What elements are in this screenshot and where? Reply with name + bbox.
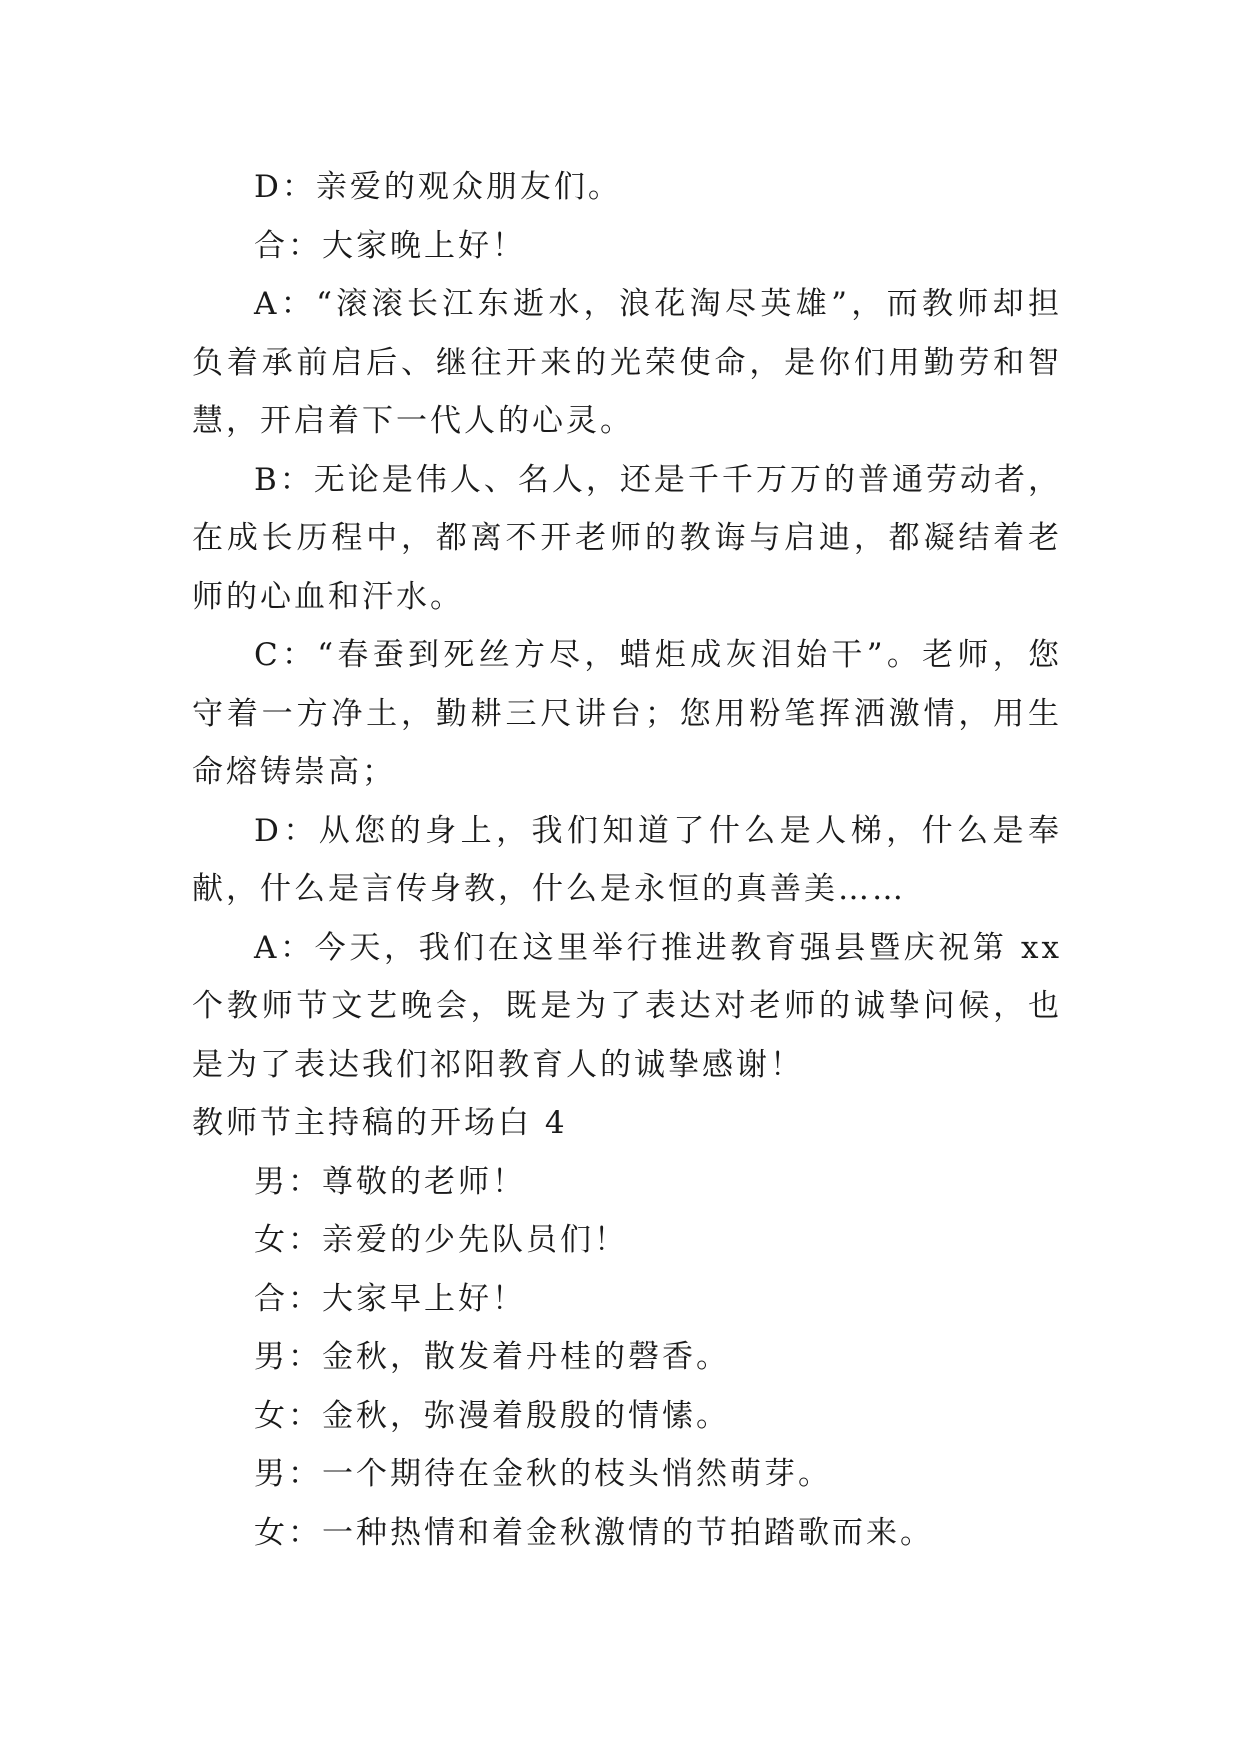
- paragraph: 女：金秋，弥漫着殷殷的情愫。: [254, 1397, 730, 1434]
- paragraph: C：“春蚕到死丝方尽，蜡炬成灰泪始干”。老师，您守着一方净土，勤耕三尺讲台；您用粉笔挥洒激情，用生命熔铸崇高；: [192, 637, 1062, 790]
- paragraph: B：无论是伟人、名人，还是千千万万的普通劳动者，在成长历程中，都离不开老师的教诲与启迪，都凝结着老师的心血和汗水。: [192, 461, 1062, 615]
- paragraph: 女：一种热情和着金秋激情的节拍踏歌而来。: [254, 1514, 934, 1551]
- paragraph: 合：大家早上好！: [254, 1280, 526, 1317]
- paragraph: 男：金秋，散发着丹桂的磬香。: [254, 1339, 730, 1375]
- paragraph: 男：尊敬的老师！: [254, 1163, 526, 1200]
- section-heading: 教师节主持稿的开场白 4: [192, 1105, 568, 1141]
- paragraph: 合：大家晚上好！: [254, 227, 526, 264]
- paragraph: 女：亲爱的少先队员们！: [254, 1222, 628, 1258]
- paragraph: D：从您的身上，我们知道了什么是人梯，什么是奉献，什么是言传身教，什么是永恒的真善美……: [192, 812, 1062, 907]
- paragraph: A：“滚滚长江东逝水，浪花淘尽英雄”，而教师却担负着承前启后、继往开来的光荣使命，是你们用勤劳和智慧，开启着下一代人的心灵。: [192, 286, 1062, 439]
- paragraph: A：今天，我们在这里举行推进教育强县暨庆祝第 xx 个教师节文艺晚会，既是为了表达对老师的诚挚问候，也是为了表达我们祁阳教育人的诚挚感谢！: [192, 929, 1062, 1083]
- paragraph: D：亲爱的观众朋友们。: [254, 169, 622, 205]
- paragraph: 男：一个期待在金秋的枝头悄然萌芽。: [254, 1456, 832, 1492]
- document-body: [192, 158, 1062, 1562]
